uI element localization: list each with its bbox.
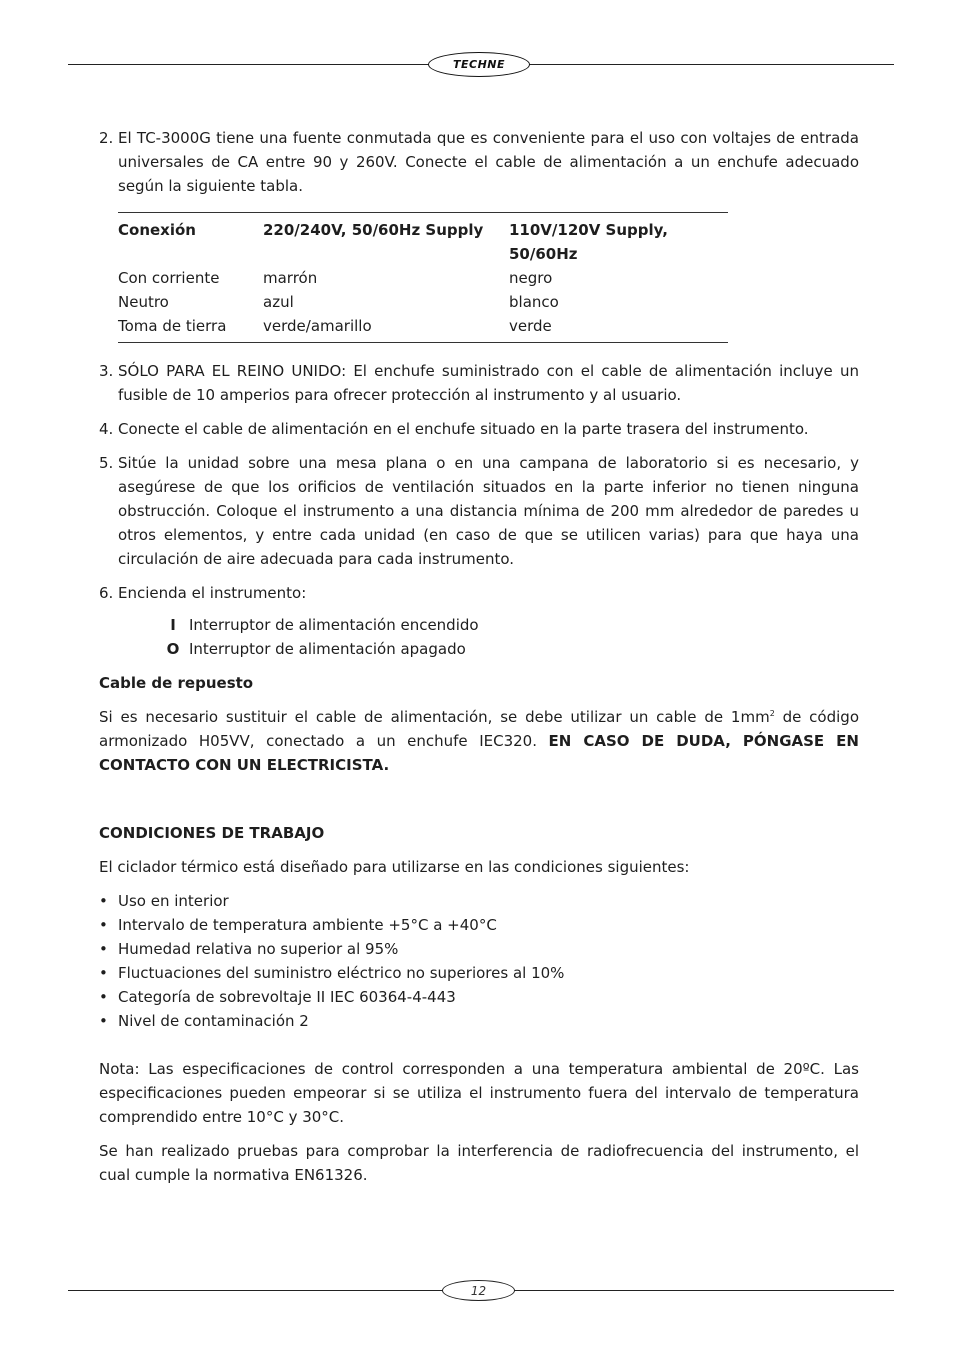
- list-item-3: [99, 359, 859, 407]
- conditions-list: [99, 889, 859, 1033]
- conditions-heading: CONDICIONES DE TRABAJO: [99, 824, 325, 842]
- page-number-text: 12: [470, 1283, 487, 1298]
- item-number: 3.: [99, 362, 114, 380]
- conditions-intro: El ciclador térmico está diseñado para utilizarse en las condiciones siguientes:: [99, 858, 690, 876]
- bullet-text: Humedad relativa no superior al 95%: [118, 940, 399, 958]
- list-item: [99, 1009, 859, 1033]
- table-row: [118, 314, 728, 338]
- item-text: SÓLO PARA EL REINO UNIDO: El enchufe suministrado con el cable de alimentación incluye un fusible de 10 amperios para ofrecer protección al instrumento y al usuario.: [118, 362, 859, 404]
- cable-heading: Cable de repuesto: [99, 674, 254, 692]
- cable-text-b: de código armonizado H05VV, conectado a un enchufe IEC320.: [99, 708, 859, 750]
- item-number: 5.: [99, 454, 114, 472]
- cable-warning: EN CASO DE DUDA, PÓNGASE EN CONTACTO CON UN ELECTRICISTA.: [99, 732, 859, 774]
- list-item: [99, 913, 859, 937]
- item-text: Encienda el instrumento:: [118, 584, 307, 602]
- table-cell: Neutro: [118, 293, 169, 311]
- bullet-text: Uso en interior: [118, 892, 229, 910]
- item-text: El TC-3000G tiene una fuente conmutada que es conveniente para el uso con voltajes de entrada universales de CA entre 90 y 260V. Conecte el cable de alimentación a un enchufe adecuado según la siguiente tabla.: [118, 129, 859, 195]
- list-item: [99, 961, 859, 985]
- list-item-6: [99, 581, 859, 605]
- item-number: 4.: [99, 420, 114, 438]
- item-text: Sitúe la unidad sobre una mesa plana o en una campana de laboratorio si es necesario, y asegúrese de que los orificios de ventilación situados en la parte inferior no tienen ninguna obstrucción. Coloque el instrumento a una distancia mínima de 200 mm alrededor de paredes u otros elementos, y entre cada unidad (en caso de que se utilicen varias) para que haya una circulación de aire adecuada para cada instrumento.: [118, 454, 859, 568]
- list-item: [99, 985, 859, 1009]
- list-item-2: [99, 126, 859, 198]
- switch-on-row: [157, 613, 859, 637]
- bullet-icon: •: [99, 1012, 108, 1030]
- cable-text-a: Si es necesario sustituir el cable de alimentación, se debe utilizar un cable de 1mm: [99, 708, 770, 726]
- bullet-icon: •: [99, 988, 108, 1006]
- connection-table: [118, 212, 728, 343]
- bullet-icon: •: [99, 940, 108, 958]
- list-item: [99, 937, 859, 961]
- table-cell: verde/amarillo: [263, 317, 372, 335]
- table-header: 220/240V, 50/60Hz Supply: [263, 221, 484, 239]
- switch-symbol: O: [166, 640, 180, 658]
- switch-symbol: I: [170, 616, 176, 634]
- bullet-text: Intervalo de temperatura ambiente +5°C a +40°C: [118, 916, 497, 934]
- superscript: 2: [769, 709, 775, 718]
- table-cell: negro: [509, 269, 553, 287]
- cable-paragraph: [99, 705, 859, 777]
- item-number: 2.: [99, 129, 114, 147]
- switch-label: Interruptor de alimentación encendido: [189, 616, 479, 634]
- table-row: [118, 290, 728, 314]
- list-item-4: [99, 417, 859, 441]
- table-header: Conexión: [118, 221, 196, 239]
- rf-paragraph: Se han realizado pruebas para comprobar la interferencia de radiofrecuencia del instrumento, el cual cumple la normativa EN61326.: [99, 1142, 859, 1184]
- table-cell: marrón: [263, 269, 318, 287]
- bullet-icon: •: [99, 964, 108, 982]
- bullet-icon: •: [99, 892, 108, 910]
- table-cell: Con corriente: [118, 269, 220, 287]
- list-item: [99, 889, 859, 913]
- table-row: [118, 266, 728, 290]
- table-header: 110V/120V Supply, 50/60Hz: [509, 221, 668, 263]
- table-cell: azul: [263, 293, 294, 311]
- table-cell: verde: [509, 317, 552, 335]
- switch-label: Interruptor de alimentación apagado: [189, 640, 466, 658]
- bullet-text: Nivel de contaminación 2: [118, 1012, 309, 1030]
- page-content: [99, 126, 859, 1197]
- table-cell: blanco: [509, 293, 559, 311]
- table-header-row: [118, 218, 728, 266]
- logo-text: TECHNE: [452, 58, 506, 71]
- bullet-text: Fluctuaciones del suministro eléctrico no superiores al 10%: [118, 964, 565, 982]
- page-number: [442, 1280, 515, 1301]
- bullet-icon: •: [99, 916, 108, 934]
- techne-logo: [428, 52, 530, 77]
- item-text: Conecte el cable de alimentación en el enchufe situado en la parte trasera del instrumento.: [118, 420, 809, 438]
- bullet-text: Categoría de sobrevoltaje II IEC 60364-4-443: [118, 988, 456, 1006]
- table-cell: Toma de tierra: [118, 317, 227, 335]
- switch-off-row: [157, 637, 859, 661]
- item-number: 6.: [99, 584, 114, 602]
- list-item-5: [99, 451, 859, 571]
- note-paragraph: Nota: Las especificaciones de control corresponden a una temperatura ambiental de 20ºC. Las especificaciones pueden empeorar si se utiliza el instrumento fuera del intervalo de temperatura comprendido entre 10°C y 30°C.: [99, 1060, 859, 1126]
